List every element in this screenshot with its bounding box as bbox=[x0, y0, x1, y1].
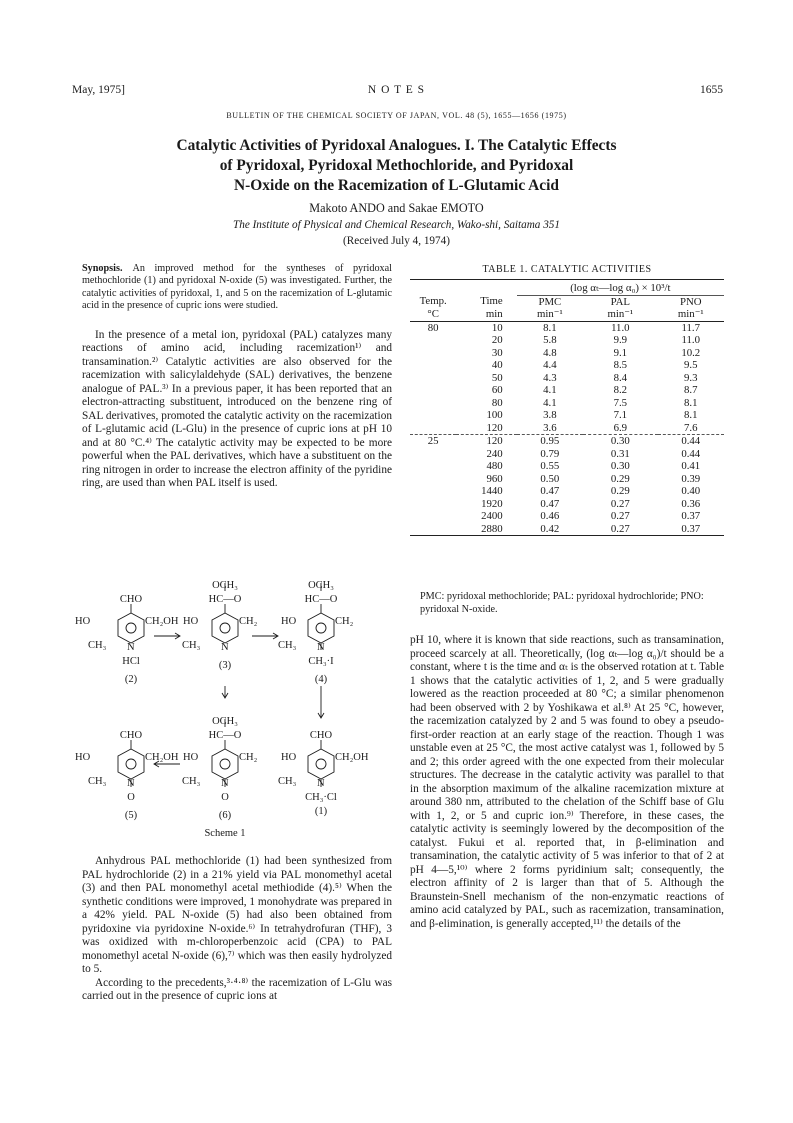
ring-5-icon bbox=[118, 749, 144, 779]
label-cho-2: CHO bbox=[119, 594, 143, 605]
cell-pal: 0.29 bbox=[610, 485, 630, 497]
label-ch2-4: CH₂ bbox=[335, 616, 354, 627]
cell-pmc: 4.1 bbox=[543, 396, 557, 409]
table-row bbox=[410, 397, 724, 410]
col-header-temp: Temp. bbox=[419, 295, 447, 308]
table-body bbox=[410, 321, 724, 537]
body-paragraph-right: pH 10, where it is known that side reactions, such as transamination, proceed scarcely at all. Theoretically, (log αₜ—log α₀)/t should be a constant, where t is the time and αₜ is the observed rotation at t. Table 1 shows that the catalytic activities of 1, 2, and 5 were gradually lowered as the reaction proceeded at 80 °C; a similar phenomenon had been observed with 2 by Yoshikawa et al.⁸⁾ At 25 °C, however, the racemization catalyzed by 2 and 5 was found to obey a pseudo-first-order reaction at an early stage of the reaction. Though 1 was unstable even at 25 °C, the most active catalyst was 1, followed by 5 and 2; this order agreed with the one expected from their molecular structures. The decrease in the catalytic activity was parallel to that in the absorption maximum of the alkaline racemization mixture at around 380 nm, attributed to the chelation of the Schiff base of Glu with 1, 2, or 5 and cupric ion.⁹⁾ Therefore, in these cases, the catalytic activity is seemingly lowered by the decomposition of the catalyst. Fukui et al. reported that, in β-elimination and transamination, the catalytic activity of 5 was inferior to that of 2 at pH 4—5,¹⁰⁾ where 2 forms pyridinium salt; consequently, the electron affinity of 2 is larger than that of 5. Although the Braunstein-Snell mechanism of the non-enzymatic reactions of amino acid catalyzed by PAL, such as racemization, transamination, and β-elimination, is generally accepted,¹¹⁾ the details of the bbox=[410, 634, 724, 930]
table-row bbox=[410, 473, 724, 486]
label-och3-3: OCH₃ bbox=[212, 580, 238, 591]
page-number: 1655 bbox=[700, 84, 723, 96]
cell-pno: 0.44 bbox=[681, 435, 701, 447]
cell-time: 480 bbox=[486, 460, 503, 472]
label-ch2oh-1: CH₂OH bbox=[335, 752, 369, 763]
synopsis-label: Synopsis. bbox=[82, 263, 123, 274]
ring-2-icon bbox=[118, 613, 144, 643]
cell-pno: 0.44 bbox=[681, 447, 701, 460]
cell-temp bbox=[410, 359, 456, 372]
cell-time: 2880 bbox=[481, 522, 503, 535]
cell-temp bbox=[410, 473, 456, 486]
label-ch3-2: CH₃ bbox=[88, 640, 107, 651]
table-row bbox=[410, 498, 724, 511]
label-ho-3: HO bbox=[183, 616, 199, 627]
cell-pal: 9.9 bbox=[613, 334, 628, 346]
label-ch3-5: CH₃ bbox=[88, 776, 107, 787]
cell-pmc: 4.1 bbox=[543, 384, 557, 396]
label-n-6: N bbox=[221, 778, 229, 789]
cell-pal: 7.1 bbox=[613, 409, 628, 421]
label-o-5: O bbox=[127, 792, 135, 803]
cell-pno: 0.40 bbox=[681, 485, 701, 497]
col-unit-pno: min⁻¹ bbox=[677, 308, 704, 320]
table-row bbox=[410, 460, 724, 473]
cell-time: 60 bbox=[491, 384, 503, 396]
label-n-3: N bbox=[221, 642, 229, 653]
cell-time: 80 bbox=[491, 396, 503, 409]
title-line-2: of Pyridoxal, Pyridoxal Methochloride, and Pyridoxal bbox=[219, 157, 574, 174]
label-ho-6: HO bbox=[183, 752, 199, 763]
author-list: Makoto ANDO and Sakae EMOTO bbox=[309, 201, 484, 215]
cell-pal: 8.5 bbox=[613, 359, 628, 371]
synopsis-text: An improved method for the syntheses of pyridoxal methochloride (1) and pyridoxal N-oxide (5) was investigated. Further, the catalytic activities of pyridoxal, 1, and 5 on the racemization of L-glutamic acid in the presence of cupric ions were studied. bbox=[82, 263, 392, 312]
cell-pal: 11.0 bbox=[611, 321, 630, 334]
right-column-text bbox=[410, 634, 724, 931]
table-row bbox=[410, 321, 724, 334]
label-ch2oh-2: CH₂OH bbox=[145, 616, 179, 627]
table-row bbox=[410, 448, 724, 461]
label-ch2oh-5: CH₂OH bbox=[145, 752, 179, 763]
affiliation: The Institute of Physical and Chemical Research, Wako-shi, Saitama 351 bbox=[233, 219, 560, 231]
cell-pno: 0.41 bbox=[681, 460, 701, 472]
journal-citation: BULLETIN OF THE CHEMICAL SOCIETY OF JAPAN, VOL. 48 (5), 1655—1656 (1975) bbox=[226, 111, 567, 120]
label-ch3-3: CH₃ bbox=[182, 640, 201, 651]
table-row bbox=[410, 485, 724, 498]
cell-pmc: 4.3 bbox=[543, 371, 557, 384]
cell-temp bbox=[410, 397, 456, 410]
label-cho-5: CHO bbox=[119, 730, 143, 741]
label-ch2-3: CH₂ bbox=[239, 616, 258, 627]
label-n-4: N bbox=[317, 642, 325, 653]
table-caption: TABLE 1. CATALYTIC ACTIVITIES bbox=[482, 264, 652, 275]
label-n-2: N bbox=[127, 642, 135, 653]
col-header-pal: PAL bbox=[583, 295, 657, 308]
cell-temp bbox=[410, 510, 456, 523]
col-header-time: Time bbox=[480, 295, 503, 308]
cell-temp bbox=[410, 347, 456, 360]
cell-time: 20 bbox=[491, 334, 503, 346]
cell-pmc: 3.6 bbox=[543, 421, 557, 434]
compound-5-label: (5) bbox=[124, 810, 138, 821]
cell-pmc: 4.4 bbox=[543, 359, 557, 371]
table-row bbox=[410, 359, 724, 372]
cell-pmc: 0.55 bbox=[540, 460, 560, 472]
table-row bbox=[410, 384, 724, 397]
paper-title bbox=[60, 136, 733, 196]
compound-6-label: (6) bbox=[218, 810, 232, 821]
cell-pal: 0.27 bbox=[610, 497, 630, 510]
cell-pal: 7.5 bbox=[613, 396, 628, 409]
cell-time: 1920 bbox=[481, 497, 503, 510]
cell-time: 30 bbox=[491, 346, 503, 359]
ring-6-icon bbox=[212, 749, 238, 779]
body-paragraph-1: In the presence of a metal ion, pyridoxal (PAL) catalyzes many reactions of amino acid, including racemization¹⁾ and transamination.²⁾ Catalytic activities are also observed for the racemization with salicylaldehyde (SAL) derivatives, the benzene analogue of PAL.³⁾ In a previous paper, it has been reported that an electron-attracting substituent, introduced on the benzene ring of SAL derivatives, promoted the catalytic activity on the racemization of L-glutamic acid (L-Glu) in the presence of cupric ions at pH 10 and at 80 °C.⁴⁾ The catalytic activity may be expected to be more powerful when the PAL derivatives, which have a substituent on the ring nitrogen in order to increase the electron affinity of the pyridine ring, are used than when PAL itself is used. bbox=[82, 328, 392, 490]
title-line-3: N-Oxide on the Racemization of L-Glutamic Acid bbox=[234, 177, 559, 194]
label-ho-4: HO bbox=[281, 616, 297, 627]
cell-pal: 8.4 bbox=[613, 371, 628, 384]
cell-pmc: 0.95 bbox=[540, 435, 560, 447]
left-column-lower bbox=[82, 855, 392, 1004]
scheme-caption: Scheme 1 bbox=[204, 828, 246, 839]
label-n-5: N bbox=[127, 778, 135, 789]
cell-pmc: 0.46 bbox=[540, 510, 560, 522]
table-row bbox=[410, 334, 724, 347]
cell-pno: 7.6 bbox=[684, 421, 698, 434]
cell-pno: 9.3 bbox=[684, 371, 698, 384]
label-ho-5: HO bbox=[75, 752, 91, 763]
label-och3-4: OCH₃ bbox=[308, 580, 334, 591]
cell-pal: 0.27 bbox=[610, 522, 630, 535]
cell-time: 1440 bbox=[481, 485, 503, 497]
ring-1-icon bbox=[308, 749, 334, 779]
label-hco-4: HC—O bbox=[304, 594, 338, 605]
table-row bbox=[410, 435, 724, 448]
cell-pal: 0.31 bbox=[610, 447, 630, 460]
cell-pno: 10.2 bbox=[681, 346, 701, 359]
scheme-1-diagram bbox=[70, 578, 390, 840]
cell-temp bbox=[410, 422, 456, 435]
cell-pal: 0.30 bbox=[610, 460, 630, 472]
cell-pal: 6.9 bbox=[613, 421, 628, 434]
col-unit-pal: min⁻¹ bbox=[607, 308, 634, 320]
label-hco-6: HC—O bbox=[208, 730, 242, 741]
cell-time: 40 bbox=[491, 359, 503, 371]
label-ch3-1: CH₃ bbox=[278, 776, 297, 787]
label-ch3cl: CH₃·Cl bbox=[305, 792, 337, 803]
cell-pal: 9.1 bbox=[613, 346, 628, 359]
cell-temp bbox=[410, 384, 456, 397]
cell-temp bbox=[410, 448, 456, 461]
cell-pmc: 0.50 bbox=[540, 472, 560, 485]
cell-pal: 0.30 bbox=[610, 435, 630, 447]
cell-time: 2400 bbox=[481, 510, 503, 522]
cell-pmc: 4.8 bbox=[543, 346, 557, 359]
cell-time: 120 bbox=[486, 435, 503, 447]
cell-time: 240 bbox=[486, 447, 503, 460]
cell-pmc: 5.8 bbox=[543, 334, 557, 346]
cell-temp bbox=[410, 485, 456, 498]
cell-pno: 0.37 bbox=[681, 522, 701, 535]
catalytic-activity-table bbox=[410, 279, 724, 537]
label-ch3i: CH₃·I bbox=[308, 656, 334, 667]
cell-pno: 0.37 bbox=[681, 510, 701, 522]
cell-temp bbox=[410, 409, 456, 422]
label-ch3-6: CH₃ bbox=[182, 776, 201, 787]
cell-pmc: 8.1 bbox=[543, 321, 557, 334]
label-ho-1: HO bbox=[281, 752, 297, 763]
running-header-section: N O T E S bbox=[367, 84, 426, 96]
body-paragraph-2: Anhydrous PAL methochloride (1) had been synthesized from PAL hydrochloride (2) in a 21% yield via PAL monomethyl acetal (3) and then PAL monomethyl acetal methiodide (4).⁵⁾ When the synthetic conditions were improved, 1 monohydrate was prepared in a 42% yield. PAL N-oxide (5) had also been obtained from pyridoxine via pyridoxine N-oxide.⁶⁾ In tetrahydrofuran (THF), 3 was oxidized with m-chloroperbenzoic acid (CPA) to PAL monomethyl acetal N-oxide (6),⁷⁾ which was then easily hydrolyzed to 5. bbox=[82, 855, 392, 975]
cell-temp: 25 bbox=[427, 435, 439, 447]
ring-3-icon bbox=[212, 613, 238, 643]
col-header-pno: PNO bbox=[658, 295, 724, 308]
cell-temp bbox=[410, 498, 456, 511]
cell-temp: 80 bbox=[427, 321, 439, 334]
cell-pal: 0.29 bbox=[610, 472, 630, 485]
cell-pal: 0.27 bbox=[610, 510, 630, 522]
table-row bbox=[410, 347, 724, 360]
label-ho-2: HO bbox=[75, 616, 91, 627]
label-hco-3: HC—O bbox=[208, 594, 242, 605]
cell-pno: 0.36 bbox=[681, 497, 701, 510]
cell-time: 100 bbox=[486, 409, 503, 421]
cell-temp bbox=[410, 334, 456, 347]
cell-time: 10 bbox=[491, 321, 503, 334]
cell-pno: 9.5 bbox=[684, 359, 698, 371]
cell-pmc: 0.47 bbox=[540, 485, 560, 497]
cell-time: 960 bbox=[486, 472, 503, 485]
label-ch2-6: CH₂ bbox=[239, 752, 258, 763]
cell-pno: 8.7 bbox=[684, 384, 698, 396]
label-och3-6: OCH₃ bbox=[212, 716, 238, 727]
cell-pmc: 3.8 bbox=[543, 409, 557, 421]
label-cho-1: CHO bbox=[309, 730, 333, 741]
col-unit-temp: °C bbox=[427, 308, 439, 320]
cell-pmc: 0.47 bbox=[540, 497, 560, 510]
label-n-1: N bbox=[317, 778, 325, 789]
compound-1-label: (1) bbox=[314, 806, 328, 817]
running-header-date: May, 1975] bbox=[72, 84, 125, 96]
compound-4-label: (4) bbox=[314, 674, 328, 685]
table-group-header: (log αₜ—log α₀) × 10³/t bbox=[570, 282, 671, 294]
table-row bbox=[410, 422, 724, 435]
col-unit-pmc: min⁻¹ bbox=[537, 308, 563, 320]
ring-4-icon bbox=[308, 613, 334, 643]
table-row bbox=[410, 523, 724, 536]
body-paragraph-3: According to the precedents,³·⁴·⁸⁾ the racemization of L-Glu was carried out in the presence of cupric ions at bbox=[82, 976, 392, 1002]
col-unit-time: min bbox=[485, 308, 503, 320]
label-hcl: HCl bbox=[122, 656, 140, 667]
received-date: (Received July 4, 1974) bbox=[343, 235, 450, 247]
cell-pmc: 0.42 bbox=[540, 522, 560, 535]
cell-pno: 8.1 bbox=[684, 409, 698, 421]
title-line-1: Catalytic Activities of Pyridoxal Analogues. I. The Catalytic Effects bbox=[176, 137, 617, 154]
cell-pno: 11.0 bbox=[681, 334, 701, 346]
table-footnote: PMC: pyridoxal methochloride; PAL: pyridoxal hydrochloride; PNO: pyridoxal N-oxide. bbox=[420, 591, 704, 615]
label-ch3-4: CH₃ bbox=[278, 640, 297, 651]
cell-time: 120 bbox=[486, 421, 503, 434]
cell-pno: 11.7 bbox=[681, 321, 701, 334]
cell-time: 50 bbox=[491, 371, 503, 384]
cell-temp bbox=[410, 372, 456, 385]
cell-temp bbox=[410, 460, 456, 473]
compound-3-label: (3) bbox=[218, 660, 232, 671]
left-column-upper bbox=[82, 263, 392, 491]
col-header-pmc: PMC bbox=[517, 295, 583, 308]
compound-2-label: (2) bbox=[124, 674, 138, 685]
cell-pno: 0.39 bbox=[681, 472, 701, 485]
cell-pal: 8.2 bbox=[613, 384, 628, 396]
table-row bbox=[410, 510, 724, 523]
cell-pmc: 0.79 bbox=[540, 447, 560, 460]
label-o-6: O bbox=[221, 792, 229, 803]
synopsis bbox=[82, 263, 392, 313]
table-row bbox=[410, 409, 724, 422]
table-row bbox=[410, 372, 724, 385]
cell-temp bbox=[410, 523, 456, 536]
cell-pno: 8.1 bbox=[684, 396, 698, 409]
